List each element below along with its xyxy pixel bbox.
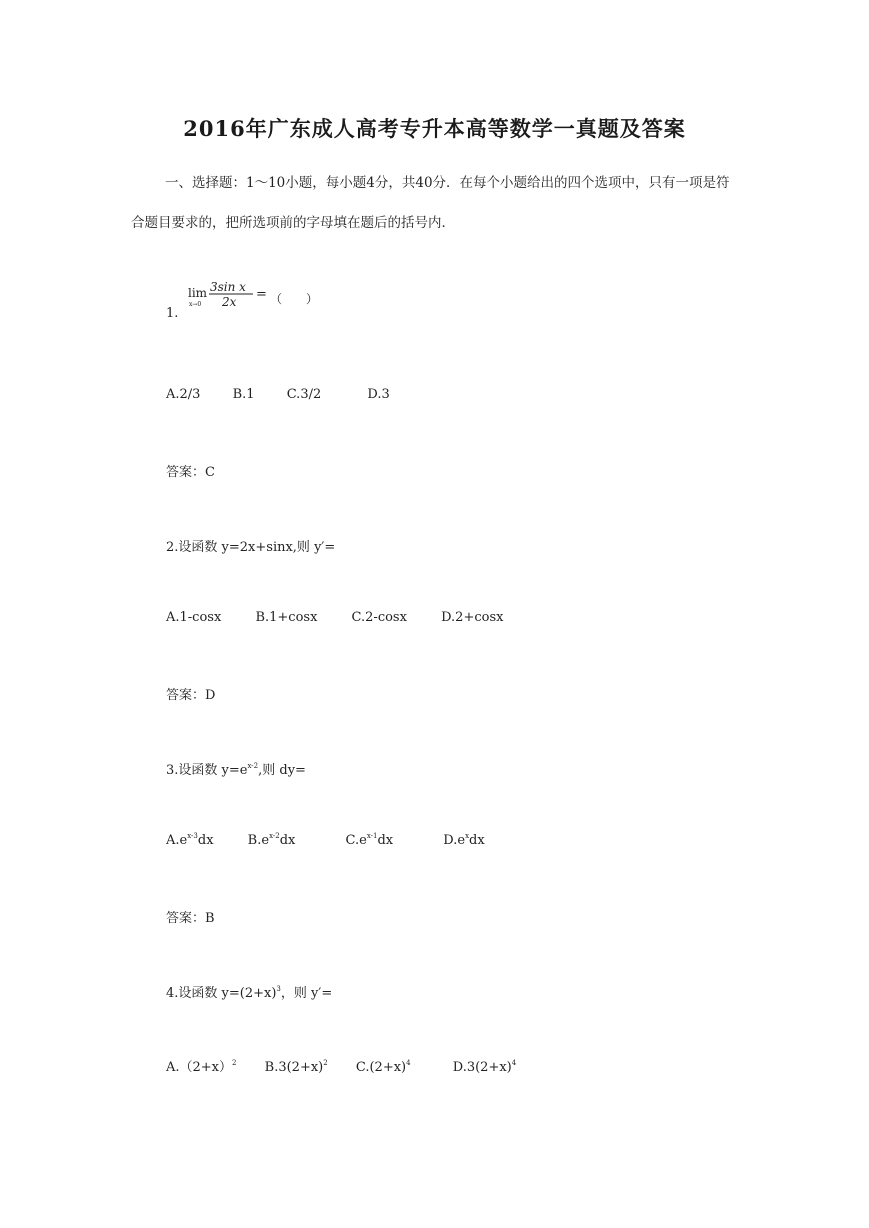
question-1-options bbox=[166, 387, 390, 402]
stem-exponent: 3 bbox=[276, 985, 281, 993]
question-3-stem bbox=[166, 759, 306, 778]
option-a: $A.e^{x-3}dx$ bbox=[166, 832, 214, 848]
section-intro-text: 一、选择题：1～10小题，每小题4分，共40分．在每个小题给出的四个选项中，只有一项是符合题目要求的，把所选项前的字母填在题后的括号内． bbox=[131, 175, 730, 231]
formula-numerator: 3sin x bbox=[210, 280, 246, 294]
option-a: $A.(2+x)^2$ bbox=[166, 1059, 237, 1075]
stem-prefix: 3.设函数 y=e bbox=[166, 763, 248, 778]
question-3-options bbox=[166, 833, 485, 848]
option-c: $C.(2+x)^4$ bbox=[355, 1059, 411, 1075]
option-d: D.3 bbox=[367, 387, 390, 402]
question-4-stem bbox=[166, 982, 332, 1001]
option-d: $D.3(2+x)^4$ bbox=[452, 1059, 517, 1075]
question-3-answer: 答案：B bbox=[166, 911, 215, 926]
option-b: B.1+cosx bbox=[255, 610, 318, 625]
option-c: $C.e^{x-1}dx$ bbox=[345, 832, 394, 848]
stem-suffix: ,则 dy= bbox=[258, 763, 306, 778]
question-2-answer: 答案：D bbox=[166, 688, 216, 703]
option-a: A.1-cosx bbox=[166, 610, 222, 625]
stem-suffix: ，则 y′= bbox=[280, 986, 333, 1001]
formula-equals: = bbox=[256, 287, 267, 302]
question-1-number: 1. bbox=[166, 306, 179, 321]
option-b: $B.3(2+x)^2$ bbox=[264, 1059, 328, 1075]
formula-denominator: 2x bbox=[222, 295, 237, 309]
option-b: $B.e^{x-2}dx$ bbox=[247, 832, 296, 848]
formula-bracket: （ ） bbox=[270, 292, 319, 306]
option-d: D.2+cosx bbox=[441, 610, 504, 625]
question-2-options bbox=[166, 610, 503, 625]
section-intro bbox=[131, 163, 741, 243]
question-1-answer: 答案：C bbox=[166, 465, 215, 480]
formula-lim: lim bbox=[188, 286, 208, 300]
question-1 bbox=[166, 278, 366, 328]
option-a: A.2/3 bbox=[166, 387, 201, 402]
option-d: $D.e^xdx$ bbox=[443, 832, 485, 848]
document-title: 2016年广东成人高考专升本高等数学一真题及答案 bbox=[183, 116, 686, 141]
option-c: C.2-cosx bbox=[351, 610, 407, 625]
stem-exponent: x-2 bbox=[247, 762, 259, 770]
question-4-options bbox=[166, 1056, 516, 1075]
option-b: B.1 bbox=[232, 387, 255, 402]
question-2-stem: 2.设函数 y=2x+sinx,则 y′= bbox=[166, 540, 336, 555]
question-1-formula bbox=[184, 278, 334, 318]
formula-lim-sub: x→0 bbox=[189, 301, 202, 308]
stem-prefix: 4.设函数 y=(2+x) bbox=[166, 986, 277, 1001]
option-c: C.3/2 bbox=[286, 387, 322, 402]
